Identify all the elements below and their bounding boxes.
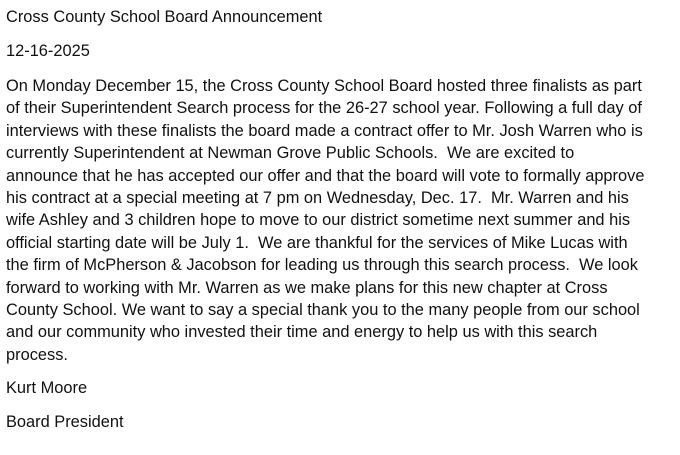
body-line: process. [6,345,68,364]
body-line: On Monday December 15, the Cross County School Board hosted three finalists as part [6,77,642,95]
announcement-body [6,75,644,366]
body-line: official starting date will be July 1. We are thankful for the services of Mike Lucas with [6,233,628,252]
signature-name: Kurt Moore [6,379,88,397]
body-line: announce that he has accepted our offer and that the board will vote to formally approve [6,166,645,185]
body-line: County School. We want to say a special thank you to the many people from our school [6,301,640,320]
body-line: and our community who invested their time and energy to help us with this search [6,323,598,342]
body-line: currently Superintendent at Newman Grove Public Schools. We are excited to [6,144,575,163]
announcement-date: 12-16-2025 [6,42,90,60]
body-line: of their Superintendent Search process for the 26-27 school year. Following a full day of [6,99,642,118]
body-line: interviews with these finalists the board made a contract offer to Mr. Josh Warren who is [6,121,643,140]
signature-title: Board President [6,413,124,431]
body-line: his contract at a special meeting at 7 pm on Wednesday, Dec. 17. Mr. Warren and his [6,189,629,208]
body-line: wife Ashley and 3 children hope to move to our district sometime next summer and his [6,211,631,230]
body-line: the firm of McPherson & Jacobson for leading us through this search process. We look [6,256,638,275]
body-line: forward to working with Mr. Warren as we make plans for this new chapter at Cross [6,278,608,297]
announcement-title: Cross County School Board Announcement [6,8,323,26]
